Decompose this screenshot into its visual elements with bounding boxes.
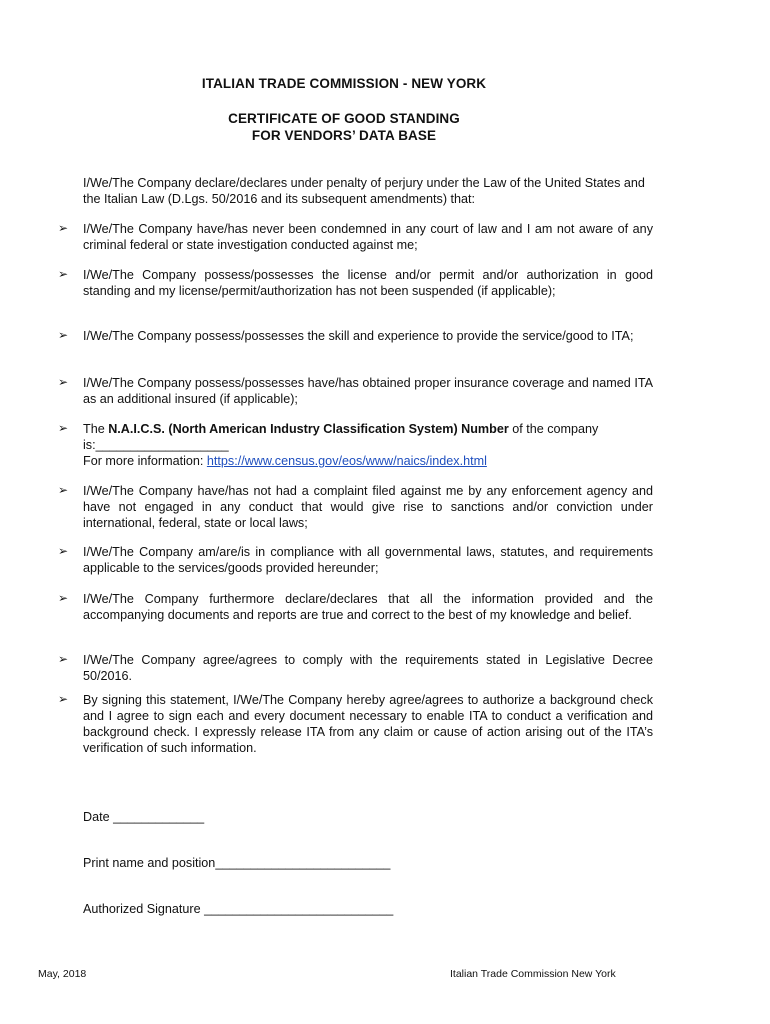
list-item — [58, 483, 653, 531]
footer-date: May, 2018 — [38, 968, 87, 980]
list-item-text: I/We/The Company have/has not had a complaint filed against me by any enforcement agency and have not engaged in any conduct that would give rise to sanctions and/or conviction under international, federal, state or local laws; — [83, 484, 653, 530]
footer-organization: Italian Trade Commission New York — [450, 968, 616, 980]
list-item — [58, 375, 653, 407]
list-item — [58, 328, 653, 344]
bullet-arrow-icon: ➢ — [58, 483, 69, 497]
list-item-text: I/We/The Company possess/possesses the skill and experience to provide the service/good to ITA; — [83, 329, 634, 343]
list-item-naics — [58, 421, 653, 469]
naics-text — [83, 421, 653, 469]
organization-title: ITALIAN TRADE COMMISSION - NEW YORK — [201, 76, 487, 91]
list-item-text: By signing this statement, I/We/The Company hereby agree/agrees to authorize a background check and I agree to sign each and every document necessary to enable ITA to conduct a verification and background check. I expressly release ITA from any claim or cause of action arising out of the ITA’s verification of such information. — [83, 693, 653, 755]
bullet-arrow-icon: ➢ — [58, 421, 69, 435]
list-item-text: I/We/The Company possess/possesses have/has obtained proper insurance coverage and named ITA as an additional insured (if applicable); — [83, 376, 653, 406]
print-name-field[interactable]: Print name and position_________________________ — [83, 856, 391, 870]
list-item-text: I/We/The Company have/has never been condemned in any court of law and I am not aware of any criminal federal or state investigation conducted against me; — [83, 222, 653, 252]
bullet-arrow-icon: ➢ — [58, 267, 69, 281]
naics-label: N.A.I.C.S. (North American Industry Classification System) Number — [108, 422, 509, 436]
list-item — [58, 652, 653, 684]
list-item-text: I/We/The Company agree/agrees to comply with the requirements stated in Legislative Decree 50/2016. — [83, 653, 653, 683]
more-info-label: For more information: — [83, 454, 207, 468]
list-item — [58, 544, 653, 576]
list-item — [58, 221, 653, 253]
certificate-title-line-2: FOR VENDORS’ DATA BASE — [251, 128, 437, 143]
list-item — [58, 591, 653, 623]
list-item — [58, 692, 653, 756]
naics-prefix: The — [83, 422, 109, 436]
list-item-text: I/We/The Company possess/possesses the license and/or permit and/or authorization in good standing and my license/permit/authorization has not been suspended (if applicable); — [83, 268, 653, 298]
bullet-arrow-icon: ➢ — [58, 692, 69, 706]
bullet-arrow-icon: ➢ — [58, 328, 69, 342]
bullet-arrow-icon: ➢ — [58, 652, 69, 666]
naics-suffix: of the company is:___________________ — [83, 422, 599, 452]
list-item-text: I/We/The Company am/are/is in compliance with all governmental laws, statutes, and requirements applicable to the services/goods provided hereunder; — [83, 545, 653, 575]
authorized-signature-field[interactable]: Authorized Signature ___________________________ — [83, 902, 394, 916]
bullet-arrow-icon: ➢ — [58, 591, 69, 605]
bullet-arrow-icon: ➢ — [58, 375, 69, 389]
bullet-arrow-icon: ➢ — [58, 221, 69, 235]
list-item-text: I/We/The Company furthermore declare/declares that all the information provided and the accompanying documents and reports are true and correct to the best of my knowledge and belief. — [83, 592, 653, 622]
certificate-title-line-1: CERTIFICATE OF GOOD STANDING — [228, 111, 460, 126]
date-field[interactable]: Date _____________ — [83, 810, 205, 824]
list-item — [58, 267, 653, 299]
intro-paragraph: I/We/The Company declare/declares under penalty of perjury under the Law of the United States and the Italian Law (D.Lgs. 50/2016 and its subsequent amendments) that: — [83, 176, 645, 206]
bullet-arrow-icon: ➢ — [58, 544, 69, 558]
naics-link[interactable]: https://www.census.gov/eos/www/naics/index.html — [206, 454, 487, 468]
